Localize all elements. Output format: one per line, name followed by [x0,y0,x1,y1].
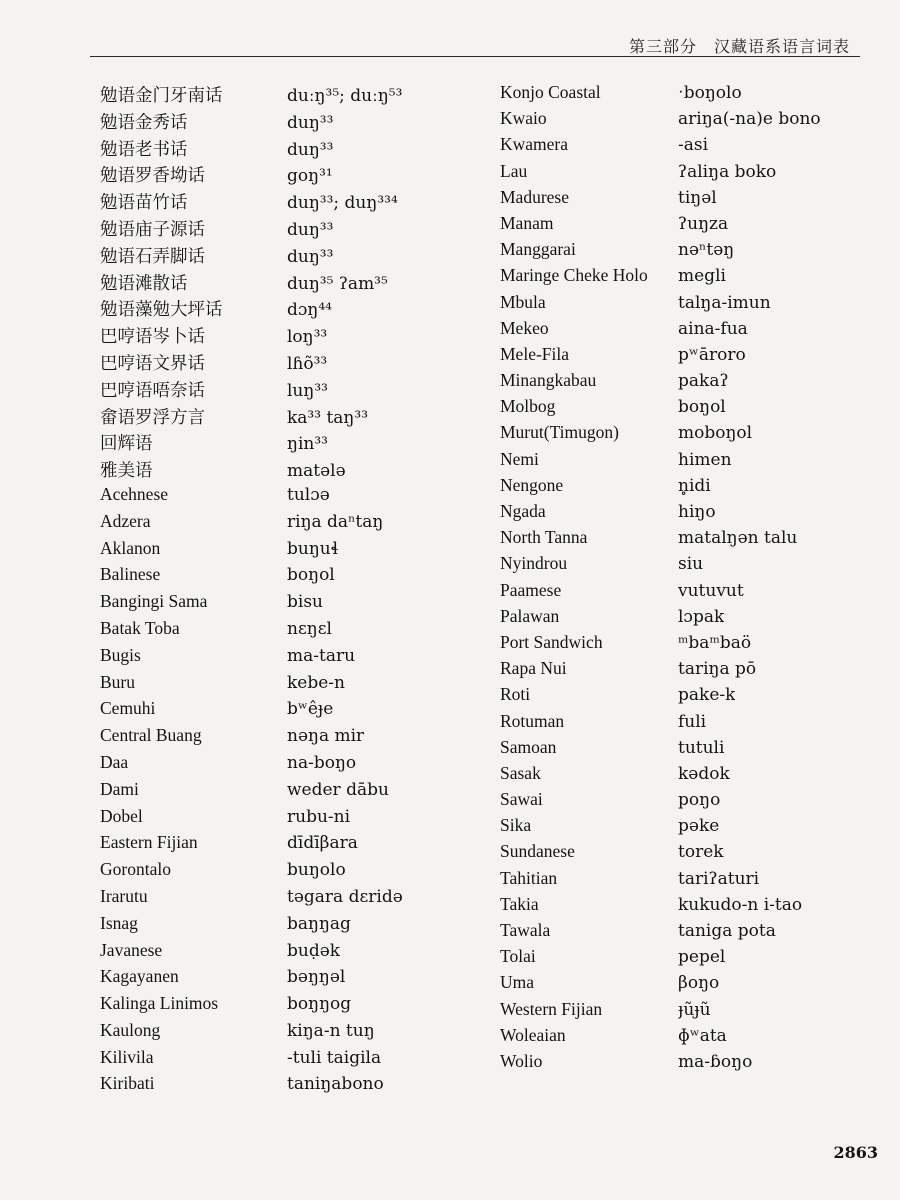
language-name: Ngada [500,501,546,521]
word-form: təgara dɛridə [287,886,403,907]
word-form: luŋ³³ [287,380,328,401]
word-form: weder dābu [287,779,389,800]
entry-row [500,815,860,841]
language-name: Mele-Fila [500,343,570,364]
word-form: buŋuɬ [287,538,339,559]
entry-row [500,737,860,763]
entry-row [500,632,860,658]
word-form: duŋ³³ [287,219,334,240]
word-form: boŋol [678,397,726,418]
language-name: Wolio [500,1050,543,1071]
word-form: vutuvut [678,580,744,601]
language-name: Mekeo [500,317,549,338]
language-name: Isnag [100,912,138,933]
language-name: Dobel [100,805,143,826]
entry-row [100,698,500,725]
word-form: goŋ³¹ [287,166,333,187]
language-name: Takia [500,893,539,914]
running-header-title: 第三部分 汉藏语系语言词表 [628,37,850,56]
word-form: ʔuŋza [678,213,729,234]
word-form: duŋ³³ [287,246,334,267]
language-name: Rapa Nui [500,658,567,679]
language-name: Kwamera [500,134,569,155]
page-number: 2863 [833,1143,878,1162]
language-name: 勉语金秀话 [100,111,188,132]
language-name: Batak Toba [100,617,180,638]
language-name: Nengone [500,474,564,495]
word-form: ariŋa(-na)e bono [678,109,821,130]
entry-row [100,859,500,886]
entry-row [500,999,860,1025]
word-form: lɔpak [678,606,725,627]
language-name: Sasak [500,762,541,783]
word-form: tiŋəl [678,187,717,208]
entry-row [100,457,500,484]
language-name: Kilivila [100,1046,154,1067]
entry-row [100,940,500,967]
word-form: -tuli taigila [287,1047,382,1068]
entry-row [500,344,860,370]
entry-row [100,779,500,806]
language-name: 勉语罗香坳话 [100,165,205,186]
word-form: nɛŋɛl [287,618,332,639]
entry-row [100,162,500,189]
language-name: Manggarai [500,239,576,260]
entry-row [500,187,860,213]
entry-row [500,422,860,448]
word-form: himen [678,449,732,470]
word-form: dīdīβara [287,833,358,854]
entry-row [500,396,860,422]
entry-row [100,672,500,699]
language-name: Samoan [500,736,557,757]
language-name: 勉语石弄脚话 [100,245,205,266]
entry-row [500,292,860,318]
entry-row [100,752,500,779]
entry-row [500,475,860,501]
language-name: Tawala [500,920,551,940]
header-rule [90,56,860,57]
entry-row [500,1051,860,1077]
word-form: taniga pota [678,921,776,941]
word-form: tariʔaturi [678,868,760,889]
word-form: pəke [678,816,720,837]
word-form: ɸʷata [678,1025,727,1046]
word-form: pakaʔ [678,371,729,392]
language-name: Sika [500,815,532,836]
entry-row [100,913,500,940]
entry-row [500,213,860,239]
word-form: ˑboŋolo [678,83,742,103]
word-form: talŋa-imun [678,292,771,313]
entry-row [100,377,500,404]
entry-row [500,134,860,160]
language-name: Manam [500,212,554,233]
entry-row [100,591,500,618]
word-form: pepel [678,947,726,968]
language-name: Gorontalo [100,859,171,880]
word-form: duːŋ³⁵; duːŋ⁵³ [287,86,403,106]
language-name: Sundanese [500,841,575,862]
language-name: Kiribati [100,1073,155,1094]
language-name: Kwaio [500,108,547,129]
entry-row [100,725,500,752]
language-name: Nyindrou [500,553,568,574]
word-form: nəⁿtəŋ [678,240,735,261]
word-form: tulɔə [287,484,330,505]
language-name: 巴哼语岑卜话 [100,326,205,347]
entry-row [100,1047,500,1074]
language-name: Minangkabau [500,370,597,391]
entry-row [100,243,500,270]
word-form: pʷāroro [678,344,746,365]
language-name: Palawan [500,605,560,626]
entry-row [500,108,860,134]
word-form: hiŋo [678,502,716,522]
language-name: Eastern Fijian [100,832,198,853]
language-name: Cemuhi [100,698,156,719]
word-form: matələ [287,461,346,482]
word-form: baŋŋag [287,913,351,934]
word-form: nəŋa mir [287,726,365,747]
language-name: North Tanna [500,527,588,548]
language-name: Adzera [100,510,151,531]
entry-row [500,1025,860,1051]
word-form: fuli [678,711,707,732]
word-form: βoŋo [678,973,720,994]
language-name: 勉语金门牙南话 [100,85,223,105]
word-form: ka³³ taŋ³³ [287,407,369,428]
language-name: Balinese [100,564,161,585]
word-form: kukudo-n i-tao [678,894,803,915]
word-form: buŋolo [287,860,346,881]
language-name: Tahitian [500,867,558,888]
language-name: Acehnese [100,483,169,504]
entry-row [500,449,860,475]
language-name: Javanese [100,939,163,960]
entry-row [500,841,860,867]
entry-row [100,270,500,297]
word-form: duŋ³⁵ ʔam³⁵ [287,273,388,294]
word-form: n̥idi [678,475,711,496]
left-column [100,82,500,1122]
language-name: Western Fijian [500,998,603,1019]
entry-row [500,580,860,606]
language-name: Molbog [500,396,556,417]
language-name: Woleaian [500,1024,566,1045]
entry-row [100,350,500,377]
word-form: bisu [287,592,323,613]
word-form: torek [678,842,724,863]
word-form: moboŋol [678,423,753,444]
entry-row [100,484,500,511]
entry-row [500,920,860,946]
word-form: ma-taru [287,645,356,666]
entry-row [100,404,500,431]
entry-row [500,789,860,815]
language-name: 巴哼语文界话 [100,352,205,373]
entry-row [100,109,500,136]
word-form: ŋin³³ [287,434,328,455]
language-name: 勉语庙子源话 [100,218,205,239]
word-form: duŋ³³ [287,112,334,133]
word-form: taniŋabono [287,1074,384,1095]
language-name: Murut(Timugon) [500,422,619,443]
language-name: Sawai [500,789,543,810]
entry-row [500,946,860,972]
language-name: Bugis [100,644,141,665]
entry-row [100,966,500,993]
entry-row [100,82,500,109]
word-form: matalŋən talu [678,528,798,549]
entry-row [100,189,500,216]
entry-row [500,527,860,553]
language-name: 勉语苗竹话 [100,192,188,213]
word-form: tutuli [678,737,725,758]
word-form: duŋ³³ [287,139,334,160]
entry-row [500,894,860,920]
entry-row [100,323,500,350]
entry-row [100,806,500,833]
entry-row [500,711,860,737]
entry-row [500,370,860,396]
language-name: Mbula [500,291,546,312]
language-name: Madurese [500,186,570,207]
word-form: ᵐbaᵐbaö [678,632,752,653]
entry-row [500,763,860,789]
language-name: Aklanon [100,537,161,558]
language-name: Kagayanen [100,966,179,987]
entry-row [500,868,860,894]
entry-row [500,318,860,344]
word-form: -asi [678,135,709,156]
word-form: dɔŋ⁴⁴ [287,300,332,321]
entry-row [100,1073,500,1100]
language-name: Port Sandwich [500,631,603,652]
entry-row [500,684,860,710]
entry-row [500,606,860,632]
word-form: siu [678,554,704,575]
right-column [500,82,860,1122]
word-list [100,82,860,1122]
language-name: Lau [500,160,528,181]
word-form: rubu-ni [287,806,351,827]
language-name: Irarutu [100,885,148,906]
entry-row [500,161,860,187]
entry-row [100,1020,500,1047]
word-form: poŋo [678,790,721,811]
language-name: Dami [100,778,139,799]
entry-row [500,501,860,527]
entry-row [100,216,500,243]
entry-row [100,511,500,538]
entry-row [100,538,500,565]
entry-row [500,972,860,998]
word-form: loŋ³³ [287,327,328,348]
word-form: lɦõ³³ [287,353,328,374]
word-form: ʔaliŋa boko [678,161,777,182]
language-name: 勉语滩散话 [100,272,188,293]
entry-row [100,430,500,457]
entry-row [100,993,500,1020]
word-form: megli [678,266,726,287]
language-name: Uma [500,972,535,993]
entry-row [100,886,500,913]
language-name: Buru [100,671,135,692]
word-form: kiŋa-n tuŋ [287,1020,375,1041]
word-form: tariŋa pō [678,659,757,680]
language-name: Rotuman [500,710,565,731]
language-name: 巴哼语唔奈话 [100,379,205,400]
word-form: kədok [678,763,730,784]
language-name: Daa [100,751,129,772]
word-form: bʷêɟe [287,699,334,720]
entry-row [500,82,860,108]
word-form: riŋa daⁿtaŋ [287,511,384,532]
language-name: Konjo Coastal [500,82,601,102]
page-header [0,0,900,60]
language-name: 勉语老书话 [100,138,188,159]
language-name: 雅美语 [100,460,153,481]
entry-row [100,296,500,323]
language-name: 回辉语 [100,433,153,454]
language-name: Bangingi Sama [100,591,208,612]
entry-row [100,136,500,163]
language-name: Kaulong [100,1019,161,1040]
word-form: aina-fua [678,318,748,339]
language-name: Maringe Cheke Holo [500,265,648,286]
entry-row [500,265,860,291]
language-name: Paamese [500,579,562,600]
word-form: buḍək [287,940,341,961]
entry-row [500,239,860,265]
language-name: Kalinga Linimos [100,993,219,1014]
word-form: ɟũɟũ [678,999,711,1020]
language-name: Roti [500,684,531,705]
word-form: boŋol [287,565,335,586]
word-form: na-boŋo [287,752,357,773]
entry-row [100,564,500,591]
word-form: ma-ɓoŋo [678,1051,753,1072]
word-form: bəŋŋəl [287,967,346,988]
language-name: Tolai [500,946,536,967]
entry-row [500,553,860,579]
language-name: Central Buang [100,725,202,746]
language-name: 勉语藻勉大坪话 [100,299,223,320]
entry-row [100,832,500,859]
word-form: kebe-n [287,672,345,693]
word-form: boŋŋog [287,994,352,1015]
word-form: pake-k [678,685,736,706]
language-name: Nemi [500,448,539,469]
entry-row [100,645,500,672]
language-name: 畲语罗浮方言 [100,406,205,427]
entry-row [100,618,500,645]
word-form: duŋ³³; duŋ³³⁴ [287,193,398,214]
entry-row [500,658,860,684]
